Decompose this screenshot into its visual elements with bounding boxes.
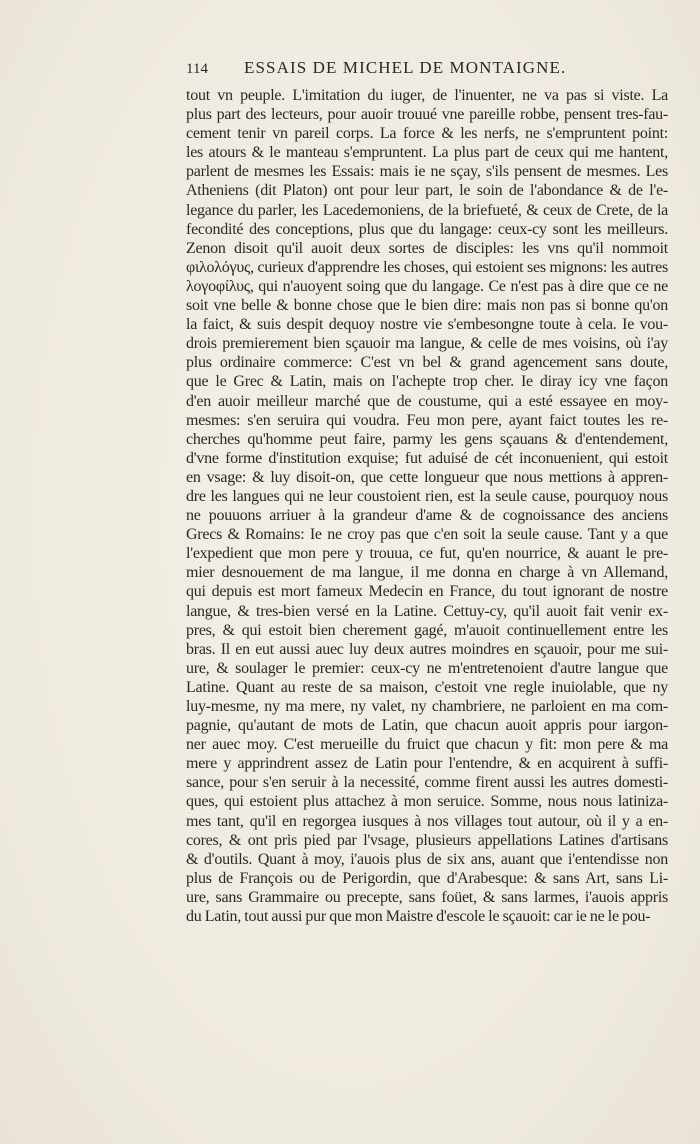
text-line: Zenon disoit qu'il auoit deux sortes de disciples: les vns qu'il nommoit [186, 239, 668, 257]
text-line: luy-mesme, ny ma mere, ny valet, ny chambriere, ne parloient en ma com- [186, 698, 668, 715]
text-line: & d'outils. Quant à moy, i'auois plus de six ans, auant que i'entendisse non [186, 850, 668, 868]
text-line: mes tant, qu'il en regorgea iusques à nos villages tout autour, où il y a en- [186, 812, 668, 830]
text-line: mesmes: s'en seruira qui voudra. Feu mon pere, ayant faict toutes les re- [186, 411, 668, 429]
text-line: Grecs & Romains: Ie ne croy pas que c'en soit la seule cause. Tant y a que [186, 526, 668, 544]
text-line: Atheniens (dit Platon) ont pour leur part, le soin de l'abondance & de l'e- [186, 182, 668, 200]
running-header [186, 58, 632, 88]
running-title: ESSAIS DE MICHEL DE MONTAIGNE. [244, 58, 567, 77]
text-line: cherches qu'homme peut faire, parmy les gens sçauans & d'entendement, [186, 430, 668, 448]
text-line: ner auec moy. C'est merueille du fruict que chacun y fit: mon pere & ma [186, 736, 668, 754]
text-line: φιλολόγυς, curieux d'apprendre les choses, qui estoient ses mignons: les autres [186, 258, 668, 276]
text-line: du Latin, tout aussi pur que mon Maistre d'escole le sçauoit: car ie ne le pou- [186, 908, 651, 926]
text-line: fecondité des conceptions, plus que du langage: ceux-cy sont les meilleurs. [186, 220, 668, 238]
text-line: soit vne belle & bonne chose que le bien dire: mais non pas si bonne qu'on [186, 297, 668, 315]
text-line: legance du parler, les Lacedemoniens, de la briefueté, & ceux de Crete, de la [186, 201, 668, 219]
text-line: plus part des lecteurs, pour auoir trouué vne pareille robbe, pensent tres-fau- [186, 106, 668, 124]
text-line: ques, qui estoient plus attachez à mon seruice. Somme, nous nous latiniza- [186, 793, 668, 811]
text-line: parlent de mesmes les Essais: mais ie ne sçay, s'ils pensent de mesmes. Les [186, 163, 668, 181]
text-line: sance, pour s'en seruir à la necessité, comme firent aussi les autres domesti- [186, 774, 668, 792]
text-line: ure, & soulager le premier: ceux-cy ne m'entretenoient d'autre langue que [186, 659, 668, 677]
body-text [186, 86, 668, 926]
text-line: λογοφίλυς, qui n'auoyent soing que du langage. Ce n'est pas à dire que ce ne [186, 277, 668, 295]
text-line: d'vne forme d'institution exquise; fut aduisé de cét inconuenient, qui estoit [186, 449, 668, 467]
text-line: qui depuis est mort fameux Medecin en France, du tout ignorant de nostre [186, 583, 668, 601]
page-number: 114 [186, 61, 208, 77]
text-line: bras. Il en eut aussi auec luy deux autres moindres en sçauoir, pour me sui- [186, 640, 668, 658]
text-line: la faict, & suis despit dequoy nostre vie s'embesongne toute à cela. Ie vou- [186, 316, 668, 334]
text-line: tout vn peuple. L'imitation du iuger, de l'inuenter, ne va pas si viste. La [186, 87, 668, 104]
text-line: les atours & le manteau s'empruntent. La plus part de ceux qui me hantent, [186, 144, 668, 162]
text-line: langue, & tres-bien versé en la Latine. Cettuy-cy, qu'il auoit fait venir ex- [186, 602, 668, 620]
text-line: plus ordinaire commerce: C'est vn bel & grand agencement sans doute, [186, 354, 668, 372]
text-line: en vsage: & luy disoit-on, que cette longueur que nous mettions à appren- [186, 468, 668, 486]
text-line: d'en auoir meilleur marché que de coustume, qui a esté essayee en moy- [186, 392, 668, 410]
text-line: mier desnouement de ma langue, il me donna en charge à vn Allemand, [186, 564, 668, 582]
text-line: pagnie, qu'autant de mots de Latin, que chacun auoit appris pour iargon- [186, 717, 668, 735]
text-line: que le Grec & Latin, mais on l'achepte trop cher. Ie diray icy vne façon [186, 373, 668, 391]
text-line: dre les langues qui ne leur coustoient rien, est la seule cause, pourquoy nous [186, 487, 668, 505]
text-line: drois premierement bien sçauoir ma langue, & celle de mes voisins, où i'ay [186, 335, 668, 353]
text-line: cores, & ont pris pied par l'vsage, plusieurs appellations Latines d'artisans [186, 831, 668, 849]
text-line: l'expedient que mon pere y trouua, ce fut, qu'en nourrice, & auant le pre- [186, 545, 668, 563]
text-line: pres, & qui estoit bien cherement gagé, m'auoit continuellement entre les [186, 621, 668, 639]
text-line: mere y apprindrent assez de Latin pour l'entendre, & en acquirent à suffi- [186, 755, 668, 773]
text-line: cement tenir vn pareil corps. La force & les nerfs, ne s'empruntent point: [186, 125, 668, 143]
text-line: plus de François ou de Perigordin, que d'Arabesque: & sans Art, sans Li- [186, 869, 668, 887]
text-line: ne pouuons arriuer à la grandeur d'ame & de cognoissance des anciens [186, 507, 668, 525]
text-line: Latine. Quant au reste de sa maison, c'estoit vne regle inuiolable, que ny [186, 678, 668, 696]
text-line: ure, sans Grammaire ou precepte, sans foüet, & sans larmes, i'auois appris [186, 888, 668, 906]
